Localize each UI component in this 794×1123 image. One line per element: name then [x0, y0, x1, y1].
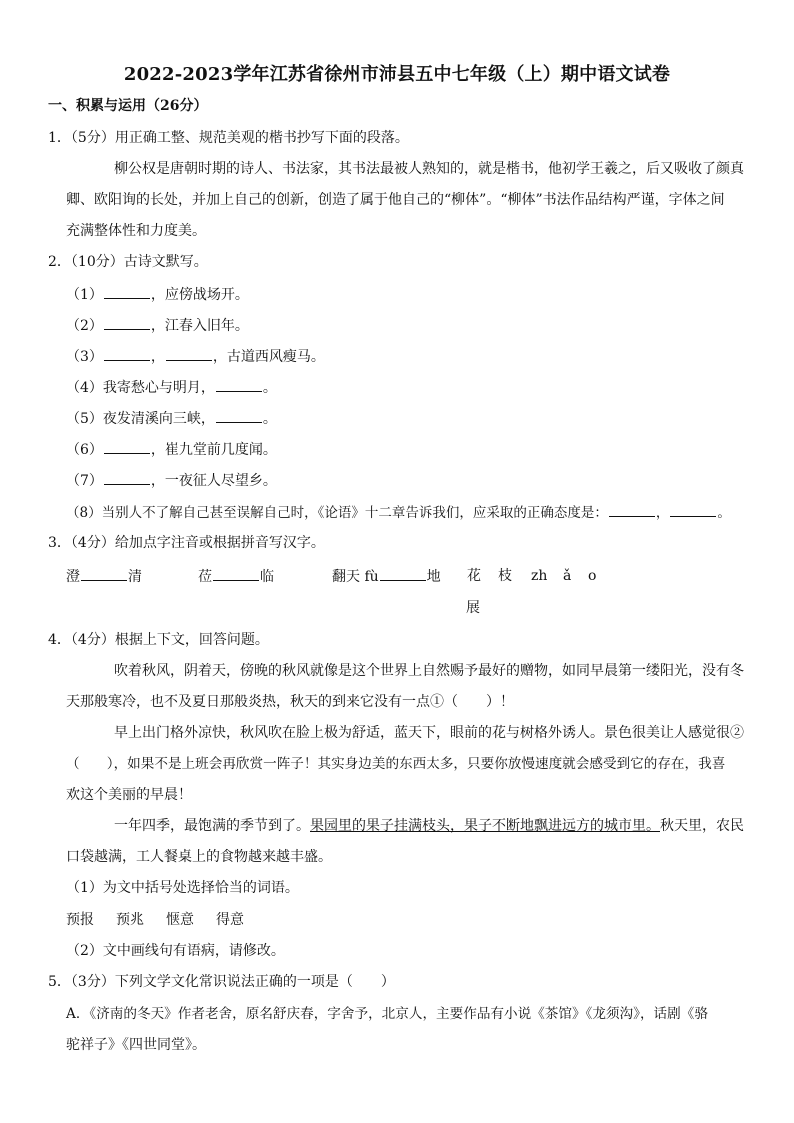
question-3-head: 3．（4分）给加点字注音或根据拼音写汉字。: [48, 535, 325, 551]
answer-blank[interactable]: [104, 470, 150, 485]
pinyin-syllable: ǎ: [563, 568, 572, 584]
word-char: 翻天 fù: [332, 569, 379, 585]
passage-line: 欢这个美丽的早晨！: [66, 787, 192, 803]
answer-blank[interactable]: [104, 315, 150, 330]
word-char: 清: [128, 569, 142, 585]
sub-question-2: （2）文中画线句有语病，请修改。: [66, 943, 285, 959]
poem-item-8: [66, 502, 731, 523]
answer-blank[interactable]: [104, 284, 150, 299]
passage-line: 口袋越满，工人餐桌上的食物越来越丰盛。: [66, 849, 332, 865]
poem-item-5: [66, 408, 277, 429]
pinyin-word-4: 展: [466, 600, 480, 616]
answer-blank[interactable]: [166, 346, 212, 361]
answer-blank[interactable]: [216, 377, 262, 392]
passage-text: 秋天里，农民: [660, 818, 744, 834]
pinyin-syllable: zh: [531, 568, 548, 584]
word-char: 莅: [198, 569, 212, 585]
sub-question-1: （1）为文中括号处选择恰当的词语。: [66, 880, 299, 896]
poem-item-7: [66, 470, 277, 491]
pinyin-word-3: [332, 566, 441, 587]
word-char: 地: [426, 569, 441, 585]
answer-blank[interactable]: [81, 566, 127, 581]
passage-line: 吹着秋风，阴着天，傍晚的秋风就像是这个世界上自然赐予最好的赠物，如同早晨第一缕阳光，没有冬: [114, 663, 744, 679]
item-number: （1）: [66, 287, 103, 303]
answer-blank[interactable]: [380, 566, 426, 581]
passage-line: （ ），如果不是上班会再欣赏一阵子！其实身边美的东西太多，只要你放慢速度就会感受到它的存在，我喜: [66, 756, 726, 772]
item-text: ，江春入旧年。: [150, 318, 249, 334]
item-text: ，: [150, 349, 165, 365]
word-char: 澄: [66, 569, 80, 585]
pinyin-word-2: [198, 566, 274, 587]
question-4-head: 4．（4分）根据上下文，回答问题。: [48, 632, 269, 648]
answer-blank[interactable]: [609, 502, 655, 517]
item-number: （3）: [66, 349, 103, 365]
item-text: （5）夜发清溪向三峡，: [66, 411, 215, 427]
pinyin-syllable: o: [588, 568, 597, 584]
choice-a-line: 驼祥子》《四世同堂》。: [66, 1037, 206, 1053]
choice-a-line: A．《济南的冬天》作者老舍，原名舒庆春，字舍予，北京人，主要作品有小说《茶馆》《龙须沟》，话剧《骆: [66, 1006, 708, 1022]
answer-blank[interactable]: [104, 439, 150, 454]
item-text: （4）我寄愁心与明月，: [66, 380, 215, 396]
pinyin-word-1: [66, 566, 142, 587]
item-text: （8）当别人不了解自己甚至误解自己时，《论语》十二章告诉我们，应采取的正确态度是：: [66, 505, 608, 521]
poem-item-4: [66, 377, 277, 398]
item-text: ，应傍战场开。: [150, 287, 249, 303]
item-text: ，一夜征人尽望乡。: [150, 473, 277, 489]
passage-line: [114, 816, 744, 836]
item-number: （7）: [66, 473, 103, 489]
question-1-para-line: 柳公权是唐朝时期的诗人、书法家，其书法最被人熟知的，就是楷书，他初学王羲之，后又吸收了颜真: [114, 161, 744, 177]
pinyin-word-4: 枝: [498, 568, 512, 584]
item-text: ，: [655, 505, 670, 521]
item-text: ，崔九堂前几度闻。: [150, 442, 277, 458]
poem-item-3: [66, 346, 325, 367]
word-option: 得意: [216, 912, 244, 928]
question-1-head: 1．（5分）用正确工整、规范美观的楷书抄写下面的段落。: [48, 130, 409, 146]
answer-blank[interactable]: [216, 408, 262, 423]
answer-blank[interactable]: [104, 346, 150, 361]
item-number: （6）: [66, 442, 103, 458]
word-char: 临: [260, 569, 274, 585]
section-heading: 一、积累与运用（26分）: [48, 98, 208, 114]
passage-line: 早上出门格外凉快，秋风吹在脸上极为舒适，蓝天下，眼前的花与树格外诱人。景色很美让人感觉很②: [114, 725, 744, 741]
word-option: 预兆: [116, 912, 144, 928]
underlined-sentence: 果园里的果子挂满枝头，果子不断地飘进远方的城市里。: [310, 818, 660, 834]
exam-title: 2022-2023学年江苏省徐州市沛县五中七年级（上）期中语文试卷: [123, 64, 671, 85]
question-1-para-line: 充满整体性和力度美。: [66, 223, 206, 239]
word-options: [66, 910, 266, 930]
poem-item-1: [66, 284, 249, 305]
item-text: 。: [262, 380, 277, 396]
word-option: 惬意: [166, 912, 194, 928]
item-text: 。: [717, 505, 731, 521]
poem-item-2: [66, 315, 249, 336]
passage-line: 天那般寒冷，也不及夏日那般炎热，秋天的到来它没有一点①（ ）！: [66, 694, 514, 710]
item-number: （2）: [66, 318, 103, 334]
question-1-para-line: 卿、欧阳询的长处，并加上自己的创新，创造了属于他自己的“柳体”。“柳体”书法作品结构严谨，字体之间: [66, 192, 725, 208]
pinyin-word-4: 花: [467, 568, 481, 584]
question-5-head: 5．（3分）下列文学文化常识说法正确的一项是（ ）: [48, 974, 395, 990]
answer-blank[interactable]: [670, 502, 716, 517]
item-text: ，古道西风瘦马。: [212, 349, 325, 365]
poem-item-6: [66, 439, 277, 460]
passage-text: 一年四季，最饱满的季节到了。: [114, 818, 310, 834]
word-option: 预报: [66, 912, 94, 928]
question-2-head: 2．（10分）古诗文默写。: [48, 254, 208, 270]
answer-blank[interactable]: [213, 566, 259, 581]
item-text: 。: [262, 411, 277, 427]
